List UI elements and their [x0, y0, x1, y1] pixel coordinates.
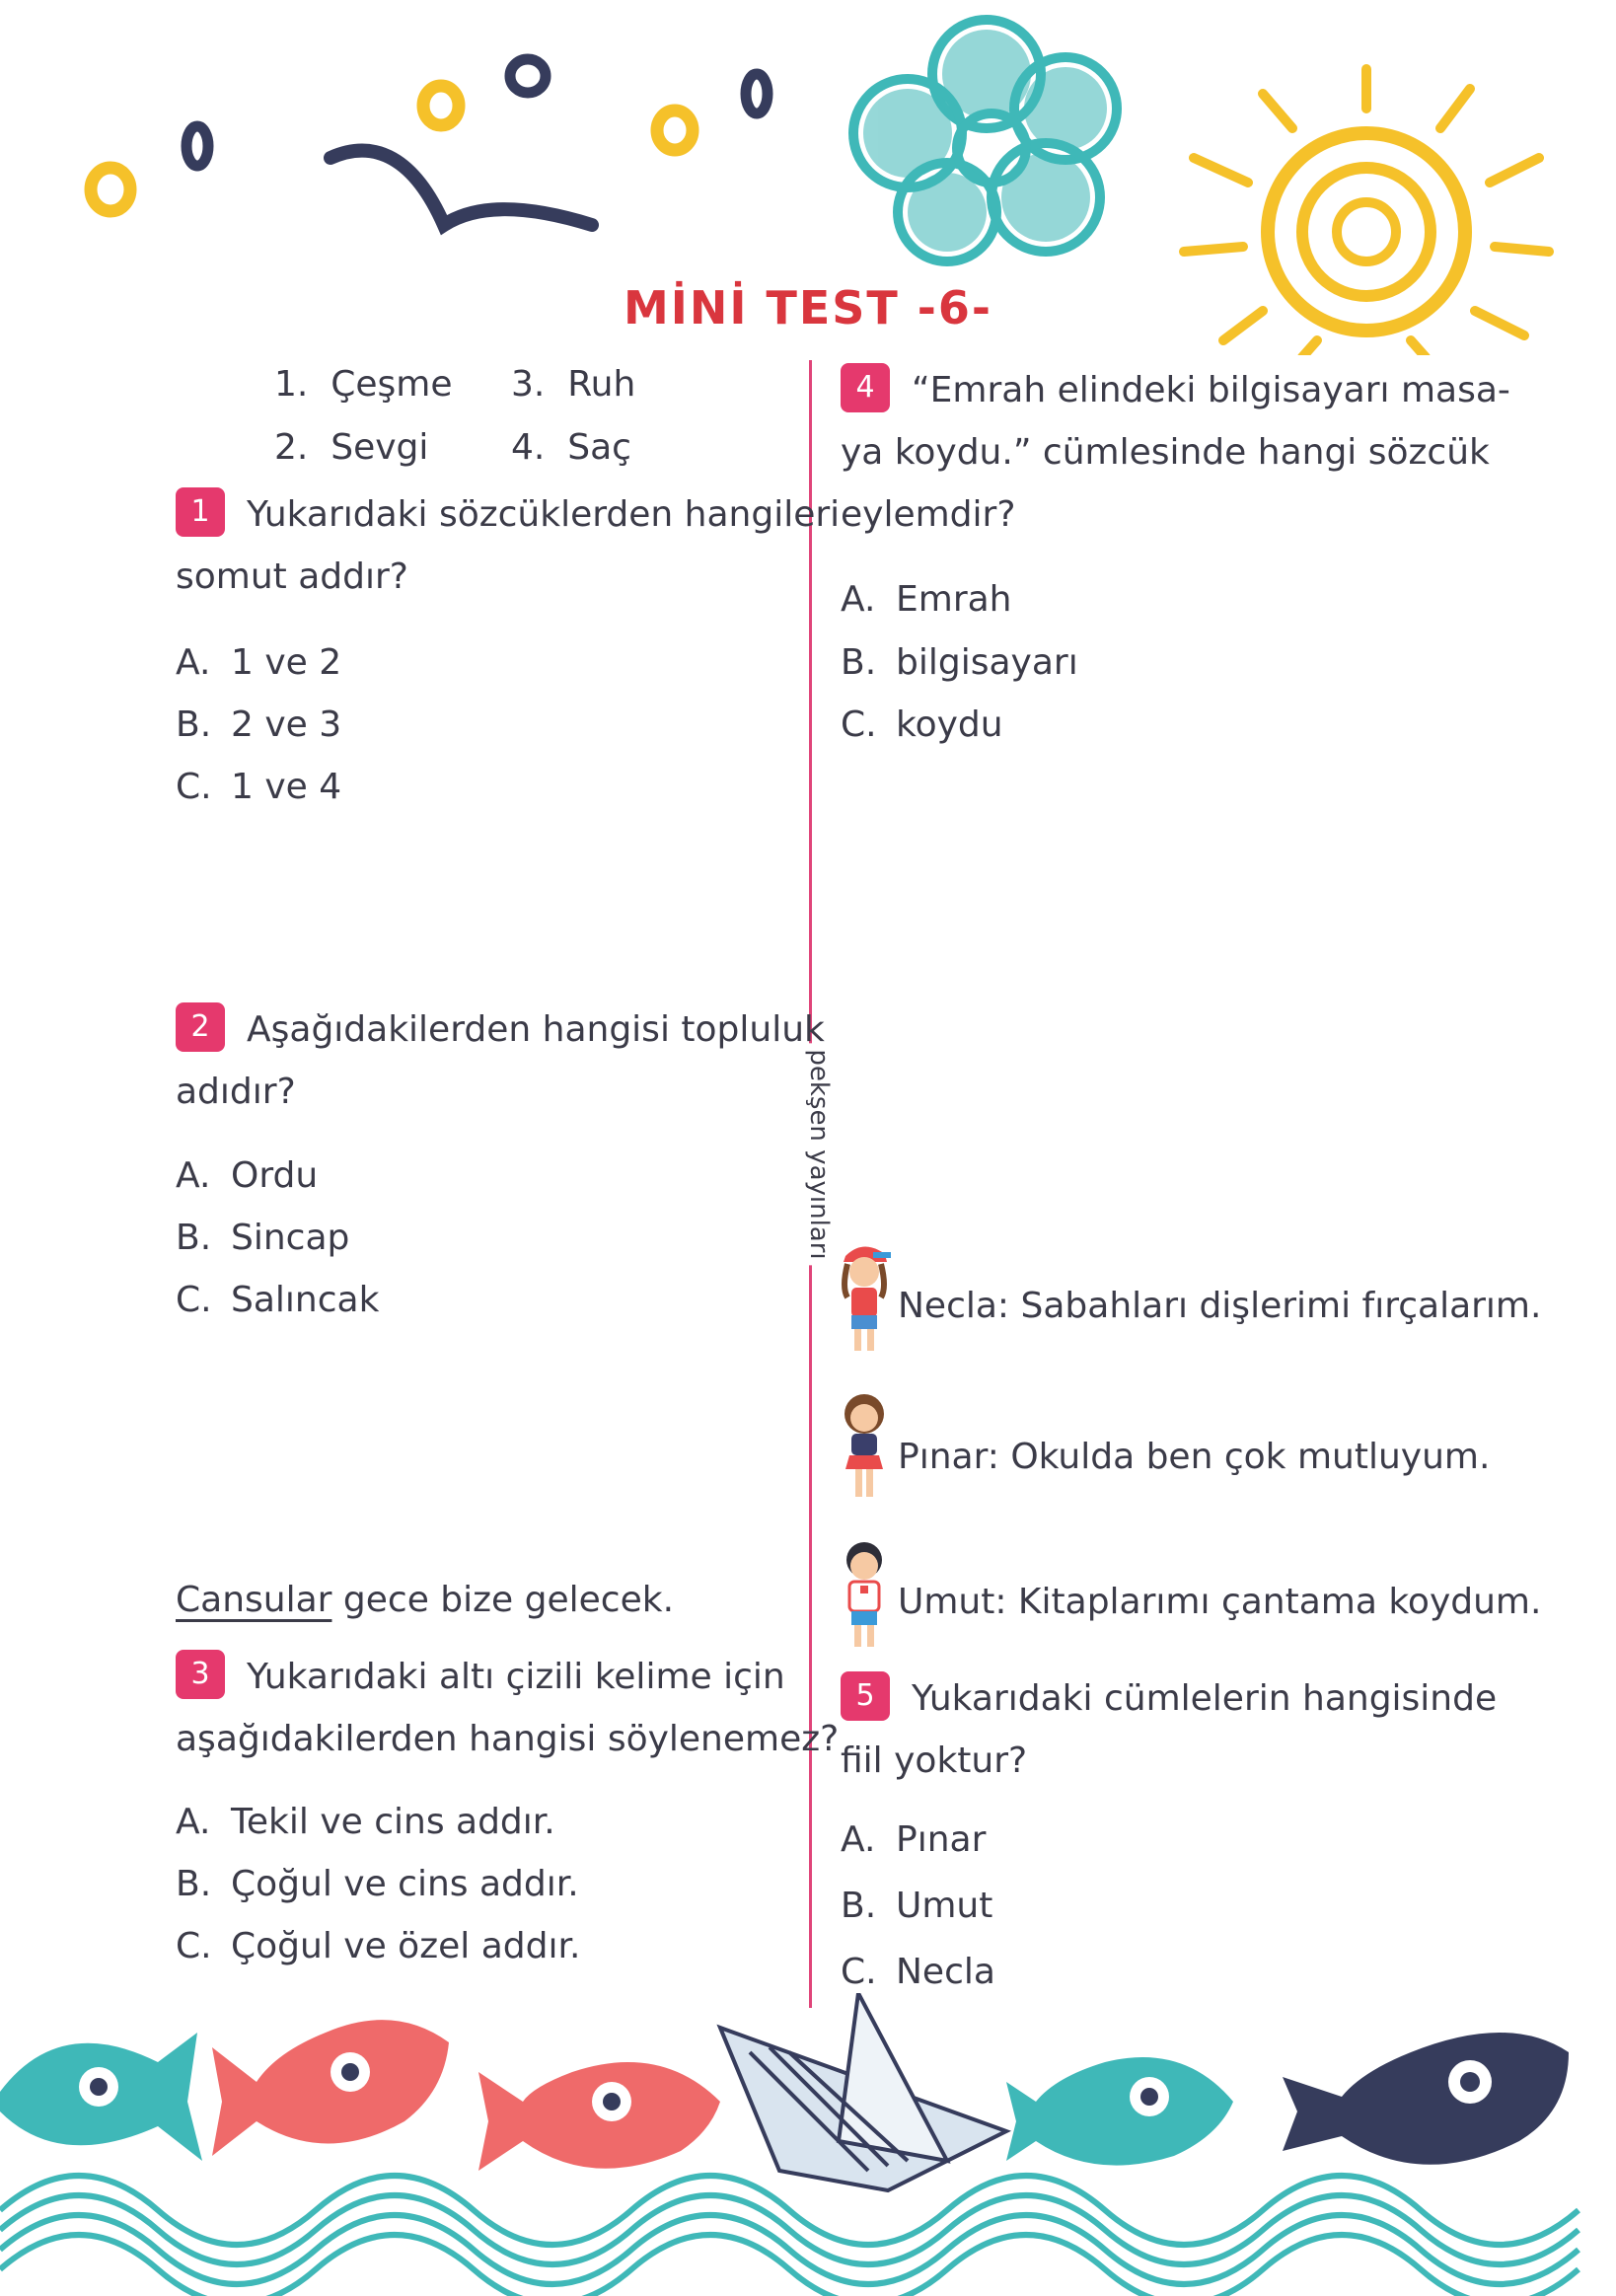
- question-number-badge: 5: [841, 1671, 890, 1721]
- girl-cap-icon: [834, 1238, 895, 1357]
- fish-icon: [212, 2020, 449, 2156]
- girl-icon: [834, 1386, 895, 1505]
- fish-icon: [1006, 2057, 1233, 2166]
- question-number-badge: 3: [176, 1650, 225, 1699]
- question-5-stem-cont: fiil yoktur?: [841, 1741, 1028, 1781]
- fish-icon: [1283, 2033, 1569, 2165]
- word-list-item: 2. Sevgi: [274, 427, 429, 468]
- option-c[interactable]: C. Salıncak: [176, 1280, 380, 1320]
- option-b[interactable]: B. Sincap: [176, 1218, 350, 1258]
- question-3-stem-cont: aşağıdakilerden hangisi söylenemez?: [176, 1719, 840, 1759]
- word-list-item: 3. Ruh: [511, 364, 636, 405]
- option-b[interactable]: B. 2 ve 3: [176, 704, 342, 745]
- option-a[interactable]: A. Pınar: [841, 1819, 987, 1860]
- page-title: MİNİ TEST -6-: [623, 281, 993, 334]
- underlined-word: Cansular: [176, 1580, 332, 1620]
- question-2-stem-cont: adıdır?: [176, 1072, 296, 1112]
- option-a[interactable]: A. Ordu: [176, 1155, 319, 1196]
- dialogue-line: Umut: Kitaplarımı çantama koydum.: [898, 1582, 1542, 1622]
- bird-stroke-icon: [331, 151, 592, 225]
- option-c[interactable]: C. Çoğul ve özel addır.: [176, 1926, 581, 1966]
- dialogue-line: Necla: Sabahları dişlerimi fırçalarım.: [898, 1286, 1542, 1326]
- question-4-stem-cont: ya koydu.” cümlesinde hangi sözcük: [841, 432, 1490, 473]
- option-b[interactable]: B. Çoğul ve cins addır.: [176, 1864, 579, 1904]
- boy-icon: [834, 1534, 895, 1653]
- question-1-stem: 1 Yukarıdaki sözcüklerden hangileri: [176, 483, 840, 547]
- question-number-badge: 2: [176, 1002, 225, 1052]
- question-number-badge: 1: [176, 487, 225, 537]
- option-c[interactable]: C. koydu: [841, 704, 1003, 745]
- option-a[interactable]: A. Emrah: [841, 579, 1012, 620]
- question-3-sentence: Cansular gece bize gelecek.: [176, 1580, 675, 1620]
- option-a[interactable]: A. Tekil ve cins addır.: [176, 1802, 555, 1842]
- waves-icon: [0, 2176, 1579, 2296]
- question-1-stem-cont: somut addır?: [176, 556, 408, 597]
- word-list-item: 1. Çeşme: [274, 364, 453, 405]
- option-c[interactable]: C. 1 ve 4: [176, 767, 342, 807]
- option-a[interactable]: A. 1 ve 2: [176, 642, 342, 683]
- option-c[interactable]: C. Necla: [841, 1952, 995, 1992]
- yellow-ring-icon: [91, 86, 693, 211]
- question-number-badge: 4: [841, 363, 890, 412]
- question-4-stem-cont: eylemdir?: [841, 494, 1016, 535]
- option-b[interactable]: B. Umut: [841, 1886, 993, 1926]
- paper-boat-icon: [720, 1993, 1006, 2190]
- brand-label: pekşen yayınları: [804, 1043, 834, 1265]
- question-2-stem: 2 Aşağıdakilerden hangisi topluluk: [176, 999, 825, 1062]
- fish-icon: [478, 2062, 720, 2171]
- question-4-stem: 4 “Emrah elindeki bilgisayarı masa-: [841, 359, 1510, 422]
- bottom-decoration: [0, 1993, 1616, 2296]
- dialogue-line: Pınar: Okulda ben çok mutluyum.: [898, 1437, 1491, 1477]
- option-b[interactable]: B. bilgisayarı: [841, 642, 1078, 683]
- fish-icon: [0, 2033, 202, 2161]
- word-list-item: 4. Saç: [511, 427, 631, 468]
- question-3-stem: 3 Yukarıdaki altı çizili kelime için: [176, 1646, 785, 1709]
- question-5-stem: 5 Yukarıdaki cümlelerin hangisinde: [841, 1667, 1497, 1731]
